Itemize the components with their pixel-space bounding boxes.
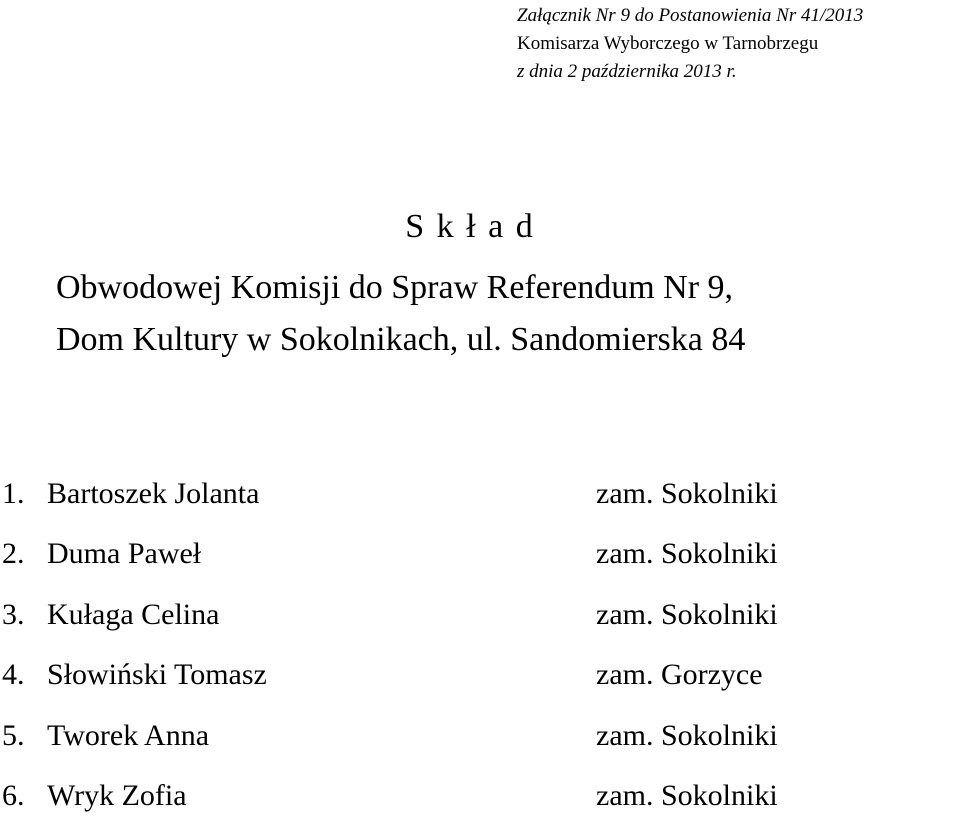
- member-name: Bartoszek Jolanta: [47, 477, 260, 510]
- member-number: 6.: [2, 778, 25, 812]
- list-item: [0, 534, 960, 594]
- member-name: Wryk Zofia: [47, 778, 187, 812]
- member-address: zam. Sokolniki: [596, 537, 778, 571]
- member-name: Tworek Anna: [47, 718, 210, 752]
- annex-reference: [517, 2, 863, 86]
- document-title: S k ł a d: [405, 208, 535, 245]
- list-item: [0, 474, 960, 534]
- member-number: 4.: [2, 658, 25, 692]
- list-item: [0, 716, 960, 776]
- member-name: Kułaga Celina: [47, 597, 220, 631]
- commission-heading: [56, 262, 916, 366]
- member-address: zam. Gorzyce: [596, 658, 763, 692]
- member-address: zam. Sokolniki: [596, 477, 778, 510]
- member-number: 3.: [2, 597, 25, 631]
- member-number: 1.: [2, 477, 25, 510]
- member-number: 5.: [2, 718, 25, 752]
- list-item: [0, 655, 960, 715]
- member-number: 2.: [2, 537, 25, 571]
- commission-location: Dom Kultury w Sokolnikach, ul. Sandomierska 84: [56, 321, 746, 358]
- annex-title: Załącznik Nr 9 do Postanowienia Nr 41/2013: [517, 5, 864, 26]
- member-name: Duma Paweł: [47, 537, 202, 571]
- member-address: zam. Sokolniki: [596, 597, 778, 631]
- annex-issuer: Komisarza Wyborczego w Tarnobrzegu: [517, 33, 819, 54]
- member-address: zam. Sokolniki: [596, 718, 778, 752]
- list-item: [0, 776, 960, 836]
- member-list: [0, 474, 960, 836]
- list-item: [0, 595, 960, 655]
- commission-name: Obwodowej Komisji do Spraw Referendum Nr 9,: [56, 269, 734, 306]
- member-address: zam. Sokolniki: [596, 778, 778, 812]
- member-name: Słowiński Tomasz: [47, 658, 267, 692]
- annex-date: z dnia 2 października 2013 r.: [517, 61, 737, 82]
